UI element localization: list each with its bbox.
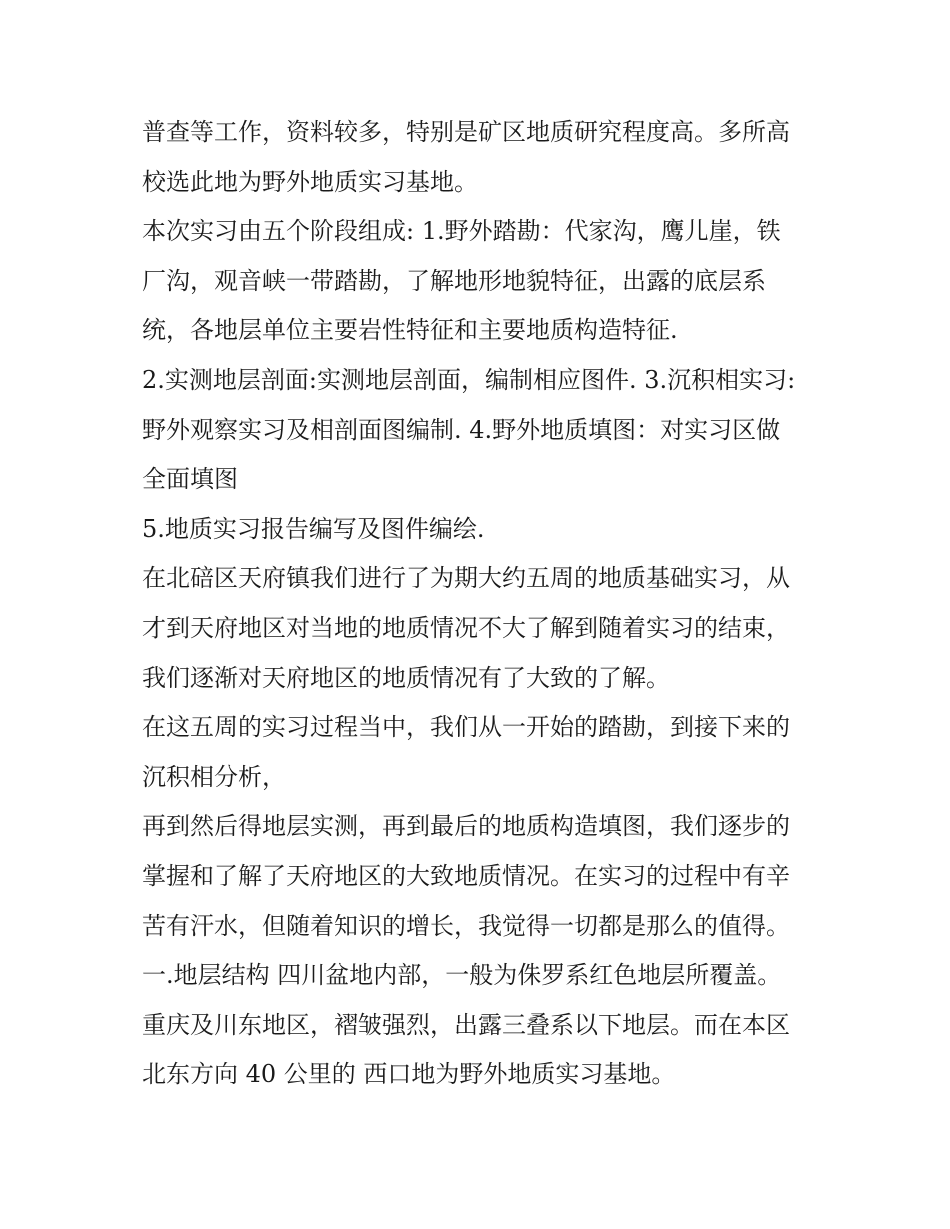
text-line: 在北碚区天府镇我们进行了为期大约五周的地质基础实习，从 — [142, 564, 790, 593]
text-line: 我们逐渐对天府地区的地质情况有了大致的了解。 — [142, 663, 670, 692]
text-line: 再到然后得地层实测，再到最后的地质构造填图，我们逐步的 — [142, 812, 790, 841]
text-line: 校选此地为野外地质实习基地。 — [142, 167, 478, 196]
text-line: 才到天府地区对当地的地质情况不大了解到随着实习的结束， — [142, 613, 790, 642]
text-line: 厂沟，观音峡一带踏勘，了解地形地貌特征，出露的底层系 — [142, 266, 766, 295]
text-line: 普查等工作，资料较多，特别是矿区地质研究程度高。多所高 — [142, 118, 790, 146]
text-line: 全面填图 — [142, 465, 238, 494]
text-line: 2.实测地层剖面:实测地层剖面，编制相应图件. 3.沉积相实习: — [142, 365, 796, 394]
text-line: 重庆及川东地区，褶皱强烈，出露三叠系以下地层。而在本区 — [142, 1010, 790, 1039]
text-line: 野外观察实习及相剖面图编制. 4.野外地质填图：对实习区做 — [142, 415, 781, 444]
text-line: 掌握和了解了天府地区的大致地质情况。在实习的过程中有辛 — [142, 861, 790, 890]
text-line: 沉积相分析， — [142, 762, 286, 791]
text-line: 苦有汗水，但随着知识的增长，我觉得一切都是那么的值得。 — [142, 911, 790, 940]
document-body — [142, 108, 814, 1100]
text-line: 在这五周的实习过程当中，我们从一开始的踏勘，到接下来的 — [142, 713, 790, 742]
text-line: 本次实习由五个阶段组成: 1.野外踏勘：代家沟，鹰儿崖，铁 — [142, 217, 781, 246]
text-line: 5.地质实习报告编写及图件编绘. — [142, 514, 485, 543]
text-line: 一.地层结构 四川盆地内部，一般为侏罗系红色地层所覆盖。 — [142, 961, 782, 990]
text-line: 北东方向 40 公里的 西口地为野外地质实习基地。 — [142, 1060, 676, 1089]
text-line: 统，各地层单位主要岩性特征和主要地质构造特征. — [142, 316, 678, 345]
